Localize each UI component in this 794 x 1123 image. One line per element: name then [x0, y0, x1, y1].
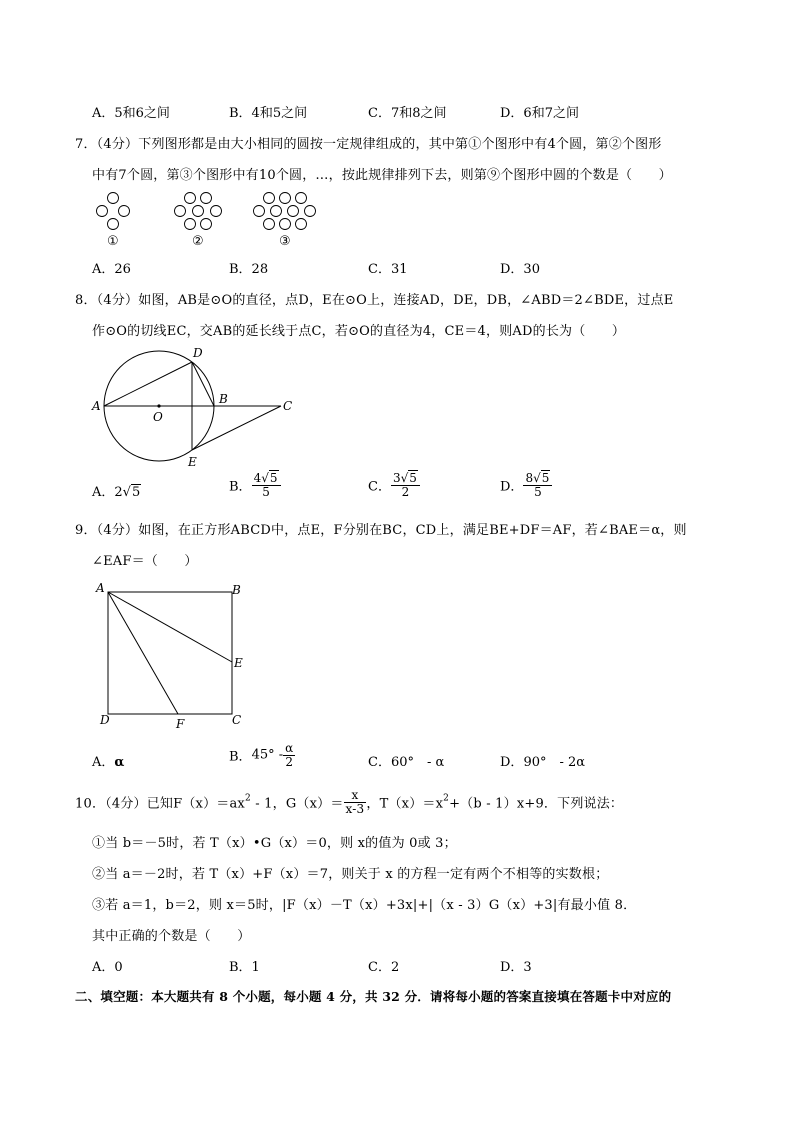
q9-label-a: A — [96, 581, 105, 595]
q10-statement-3: ③若 a＝1，b＝2，则 x＝5时，|F（x）－T（x）+3x|+|（x - 3）G（x）+3|有最小值 8． — [92, 898, 637, 913]
q9-label-c: C — [232, 713, 242, 727]
q7-fig3-circle — [264, 219, 275, 230]
q10-option-c: C．2 — [368, 960, 400, 975]
q8-option-c-prefix: C． — [368, 479, 391, 495]
q8-segment-ad — [104, 362, 192, 406]
q7-fig3-circle — [271, 206, 282, 217]
q7-fig3-circle — [305, 206, 316, 217]
q8-label-c: C — [283, 399, 293, 413]
q8-center-dot — [157, 404, 160, 407]
q10-stem-prefix: 10．（4分）已知F（x）＝ax — [75, 796, 245, 812]
q8-option-b-num-coef: 4 — [253, 471, 262, 485]
q9-option-c-prefix: C． — [368, 755, 391, 770]
q10-option-d: D．3 — [500, 960, 532, 975]
q8-option-a-prefix: A． — [92, 485, 115, 500]
q7-fig3-circle — [280, 193, 291, 204]
q7-fig2-circle — [193, 206, 204, 217]
q8-option-a-radicand: 5 — [131, 485, 141, 500]
q9-square-diagram — [92, 580, 262, 730]
q8-option-c: C． $\frac{3√5}{2}$ — [368, 472, 420, 498]
q9-option-b-text: 45° — [251, 747, 275, 763]
q7-fig3-circle — [264, 193, 275, 204]
q9-option-d-prefix: D． — [500, 755, 524, 770]
q9-option-b-prefix: B． — [229, 749, 252, 765]
q9-label-d: D — [100, 713, 110, 727]
q8-label-o: O — [153, 410, 163, 424]
q9-label-b: B — [232, 583, 241, 597]
q7-fig2-label: ② — [192, 234, 204, 249]
q6-option-d: D．6和7之间 — [500, 106, 579, 121]
section2-heading: 二、填空题：本大题共有 8 个小题，每小题 4 分，共 32 分．请将每小题的答案直接填在答题卡中对应的 — [75, 989, 672, 1004]
q9-label-e: E — [234, 656, 243, 670]
q8-option-d: D． $\frac{8√5}{5}$ — [500, 472, 552, 498]
q8-stem-line1: 8．（4分）如图，AB是⊙O的直径，点D，E在⊙O上，连接AD，DE，DB，∠ABD＝2∠BDE，过点E — [75, 293, 674, 308]
q7-fig2-circle — [201, 219, 212, 230]
q8-option-c-num-coef: 3 — [392, 471, 401, 485]
q7-fig3-circle — [288, 206, 299, 217]
q7-fig1-label: ① — [107, 234, 119, 249]
q8-option-d-den: 5 — [534, 484, 542, 499]
q10-stem — [75, 789, 623, 815]
q9-square-abcd — [108, 592, 232, 714]
q7-option-d: D．30 — [500, 262, 540, 277]
q8-stem-line2: 作⊙O的切线EC，交AB的延长线于点C，若⊙O的直径为4，CE＝4，则AD的长为（ ） — [92, 324, 626, 339]
q8-option-b-den: 5 — [262, 484, 270, 499]
q7-fig3-circle — [296, 193, 307, 204]
q7-fig3-label: ③ — [279, 234, 291, 249]
q8-option-d-prefix: D． — [500, 479, 524, 495]
q8-option-d-num-coef: 8 — [525, 471, 534, 485]
q7-circle-patterns — [88, 190, 348, 250]
q8-circle-diagram — [88, 342, 308, 472]
q7-stem-line2: 中有7个圆，第③个图形中有10个圆，…，按此规律排列下去，则第⑨个图形中圆的个数是（ ） — [92, 168, 672, 183]
q8-label-d: D — [193, 346, 203, 360]
q10-stem-mid2: ，T（x）＝x — [366, 796, 444, 812]
q9-segment-af — [108, 592, 178, 714]
q8-label-b: B — [219, 392, 228, 406]
q10-frac-num: x — [344, 789, 367, 803]
q7-fig2-circle — [175, 206, 186, 217]
q7-fig1-circle — [119, 206, 130, 217]
q7-option-a: A．26 — [92, 262, 131, 277]
q9-stem-line1: 9．（4分）如图，在正方形ABCD中，点E，F分别在BC，CD上，满足BE+DF＝AF，若∠BAE＝α，则 — [75, 523, 687, 538]
q6-option-a: A．5和6之间 — [92, 106, 170, 121]
q7-fig3-circle — [280, 219, 291, 230]
q6-option-c: C．7和8之间 — [368, 106, 447, 121]
q8-segment-ec — [192, 406, 281, 450]
q8-option-d-radicand: 5 — [541, 471, 550, 485]
q7-option-c: C．31 — [368, 262, 408, 277]
q10-option-a: A．0 — [92, 960, 123, 975]
q9-option-b-num: α — [285, 741, 294, 755]
q9-option-b — [229, 742, 295, 768]
q9-option-d-text: 90° - 2α — [523, 755, 586, 770]
q8-option-c-radicand: 5 — [409, 471, 417, 485]
q10-statement-2: ②当 a＝－2时，若 T（x）+F（x）＝7，则关于 x 的方程一定有两个不相等的实数根； — [92, 867, 609, 882]
q7-fig1-circle — [108, 219, 119, 230]
q8-label-e: E — [188, 455, 197, 469]
q8-label-a: A — [92, 399, 101, 413]
q9-option-a-text: α — [114, 755, 125, 770]
q8-segment-db — [192, 362, 214, 406]
q6-option-b: B．4和5之间 — [229, 106, 308, 121]
q8-option-b: B． $\frac{4√5}{5}$ — [229, 472, 281, 498]
q8-option-a-coef: 2 — [114, 485, 123, 500]
q9-option-a-prefix: A． — [92, 755, 115, 770]
q10-stem-sup1: 2 — [244, 793, 251, 804]
q9-option-c — [368, 751, 444, 770]
q10-stem-mid1: - 1，G（x）＝ — [250, 796, 344, 812]
q10-option-b: B．1 — [229, 960, 260, 975]
q9-stem-line2: ∠EAF＝（ ） — [92, 554, 198, 569]
q8-option-b-radicand: 5 — [269, 471, 278, 485]
q7-fig2-circle — [185, 193, 196, 204]
q10-frac-den: x-3 — [345, 801, 365, 816]
q7-fig2-circle — [201, 193, 212, 204]
q7-fig1-circle — [97, 206, 108, 217]
q9-segment-ae — [108, 592, 232, 662]
q9-option-d — [500, 751, 585, 770]
q10-stem-tail: +（b - 1）x+9．下列说法： — [449, 796, 624, 812]
q8-option-b-prefix: B． — [229, 479, 252, 495]
q9-option-a — [92, 751, 124, 770]
q7-fig2-circle — [185, 219, 196, 230]
q7-fig3-circle — [296, 219, 307, 230]
q7-fig1-circle — [108, 193, 119, 204]
q7-fig3-circle — [254, 206, 265, 217]
q8-option-c-den: 2 — [401, 484, 410, 499]
q9-option-c-text: 60° - α — [390, 755, 445, 770]
q9-option-b-den: 2 — [285, 754, 294, 769]
q10-stem-sup2: 2 — [443, 793, 450, 804]
q10-statement-1: ①当 b＝－5时，若 T（x）•G（x）＝0，则 x的值为 0或 3； — [92, 836, 457, 851]
q9-label-f: F — [176, 717, 185, 730]
q7-option-b: B．28 — [229, 262, 269, 277]
q10-question: 其中正确的个数是（ ） — [92, 929, 251, 944]
q7-fig2-circle — [211, 206, 222, 217]
q7-stem-line1: 7．（4分）下列图形都是由大小相同的圆按一定规律组成的，其中第①个图形中有4个圆，第②个图形 — [75, 137, 662, 152]
q9-option-b-minus: - — [278, 747, 284, 763]
q8-option-a: A．2√5 — [92, 485, 141, 500]
